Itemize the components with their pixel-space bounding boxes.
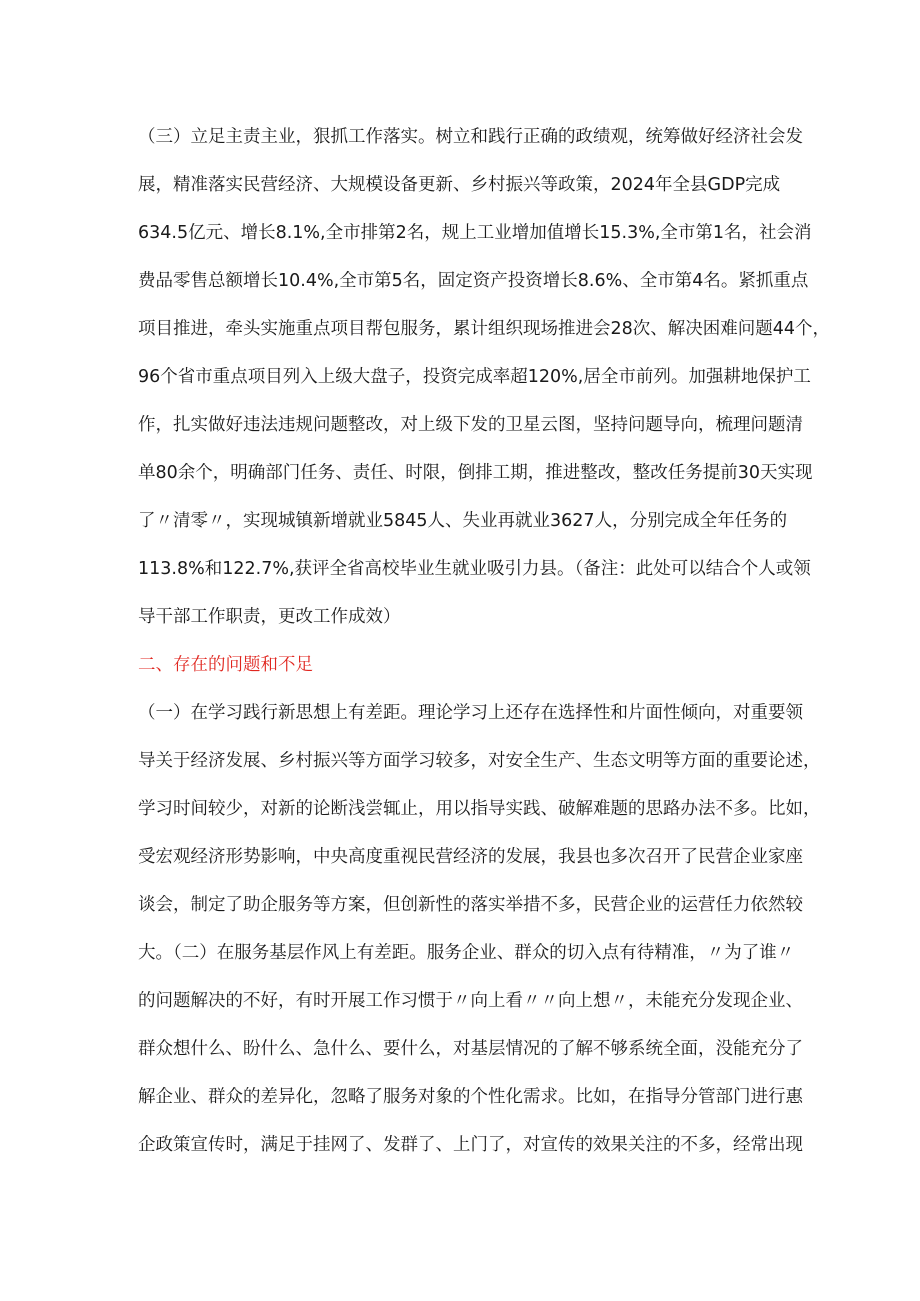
paragraph-line: 了〃清零〃，实现城镇新增就业5845人、失业再就业3627人，分别完成全年任务的 (138, 511, 788, 531)
paragraph-line: 项目推进，牵头实施重点项目帮包服务，累计组织现场推进会28次、解决困难问题44个， (138, 319, 831, 339)
paragraph-line: 费品零售总额增长10.4%,全市第5名，固定资产投资增长8.6%、全市第4名。紧抓重点 (138, 271, 809, 291)
paragraph-line: 113.8%和122.7%,获评全省高校毕业生就业吸引力县。（备注：此处可以结合个人或领 (138, 559, 811, 579)
paragraph-line: 单80余个，明确部门任务、责任、时限，倒排工期，推进整改，整改任务提前30天实现 (138, 463, 813, 483)
paragraph-line: 学习时间较少，对新的论断浅尝辄止，用以指导实践、破解难题的思路办法不多。比如， (138, 799, 821, 819)
section-heading: 二、存在的问题和不足 (138, 655, 313, 675)
paragraph-line: （一）在学习践行新思想上有差距。理论学习上还存在选择性和片面性倾向，对重要领 (138, 703, 803, 723)
paragraph-line: 的问题解决的不好，有时开展工作习惯于〃向上看〃〃向上想〃，未能充分发现企业、 (138, 991, 803, 1011)
paragraph-line: 96个省市重点项目列入上级大盘子，投资完成率超120%,居全市前列。加强耕地保护工 (138, 367, 811, 387)
paragraph-line: 解企业、群众的差异化，忽略了服务对象的个性化需求。比如，在指导分管部门进行惠 (138, 1087, 803, 1107)
paragraph-line: 展，精准落实民营经济、大规模设备更新、乡村振兴等政策，2024年全县GDP完成 (138, 175, 781, 195)
paragraph-line: 受宏观经济形势影响，中央高度重视民营经济的发展，我县也多次召开了民营企业家座 (138, 847, 803, 867)
paragraph-line: 导关于经济发展、乡村振兴等方面学习较多，对安全生产、生态文明等方面的重要论述， (138, 751, 821, 771)
paragraph-line: 大。（二）在服务基层作风上有差距。服务企业、群众的切入点有待精准，〃为了谁〃 (138, 943, 795, 963)
paragraph-line: （三）立足主责主业，狠抓工作落实。树立和践行正确的政绩观，统筹做好经济社会发 (138, 127, 803, 147)
paragraph-line: 群众想什么、盼什么、急什么、要什么，对基层情况的了解不够系统全面，没能充分了 (138, 1039, 803, 1059)
paragraph-line: 634.5亿元、增长8.1%,全市排第2名，规上工业增加值增长15.3%,全市第1名，社会消 (138, 223, 812, 243)
paragraph-line: 企政策宣传时，满足于挂网了、发群了、上门了，对宣传的效果关注的不多，经常出现 (138, 1135, 803, 1155)
paragraph-line: 谈会，制定了助企服务等方案，但创新性的落实举措不多，民营企业的运营任力依然较 (138, 895, 803, 915)
paragraph-line: 作，扎实做好违法违规问题整改，对上级下发的卫星云图，坚持问题导向，梳理问题清 (138, 415, 803, 435)
paragraph-line: 导干部工作职责，更改工作成效） (138, 607, 401, 627)
